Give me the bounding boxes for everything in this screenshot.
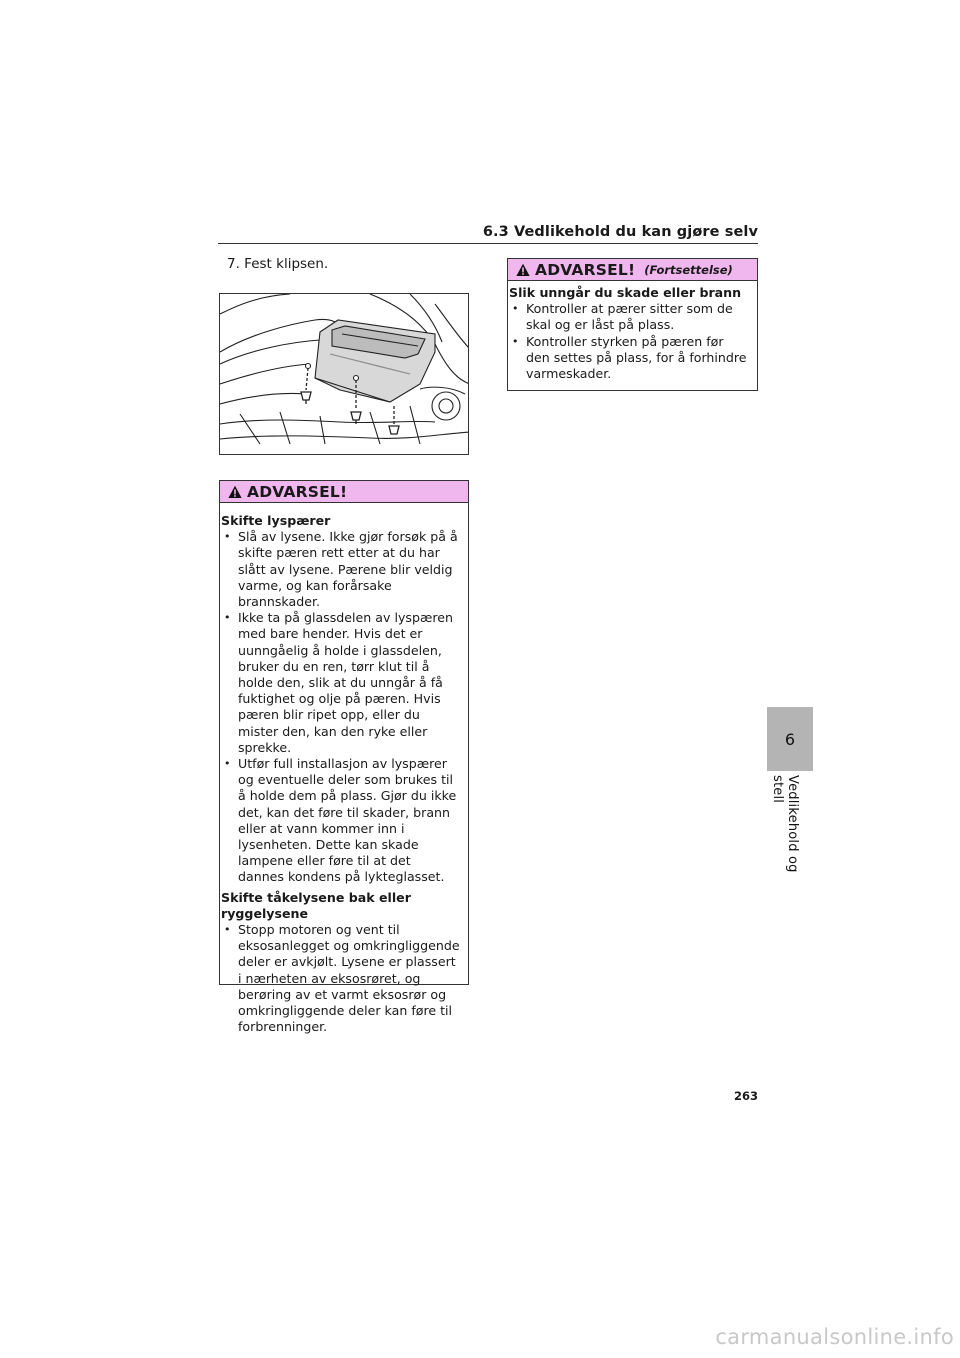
step-text: 7. Fest klipsen. xyxy=(227,256,329,272)
bullet-list xyxy=(221,529,460,885)
warning-continued-label: (Fortsettelse) xyxy=(644,262,733,277)
warning-body xyxy=(508,281,757,392)
chapter-number: 6 xyxy=(784,729,796,749)
list-item: • Stopp motoren og vent til eksosanlegget og omkringliggende deler er avkjølt. Lysene er plassert i nærheten av eksosrøret, og berøring av et varmt eksosrør og omkringliggende deler kan føre til forbrenninger. xyxy=(221,922,460,1035)
warning-box-right xyxy=(507,258,758,391)
section-title: Slik unngår du skade eller brann xyxy=(509,285,742,300)
warning-header xyxy=(508,259,757,281)
page-number: 263 xyxy=(733,1089,758,1103)
warning-heading: ADVARSEL! xyxy=(535,260,636,279)
header-rule xyxy=(218,243,758,244)
list-item: • Kontroller styrken på pæren før den settes på plass, for å forhindre varmeskader. xyxy=(509,334,749,383)
chapter-name: Vedlikehold og stell xyxy=(770,775,800,873)
warning-body xyxy=(220,503,468,1046)
warning-triangle-icon xyxy=(516,263,530,277)
watermark: carmanualsonline.info xyxy=(715,1325,954,1349)
list-item: • Utfør full installasjon av lyspærer og eventuelle deler som brukes til å holde dem på plass. Gjør du ikke det, kan det føre til skader, brann eller at vann kommer inn i lysenheten. Dette kan skade lampene eller føre til at det dannes kondens på lykteglasset. xyxy=(221,756,460,886)
list-item: • Kontroller at pærer sitter som de skal og er låst på plass. xyxy=(509,301,749,333)
warning-header xyxy=(220,481,468,503)
section-title: Skifte tåkelysene bak eller ryggelysene xyxy=(221,889,411,921)
warning-box-left xyxy=(219,480,469,1035)
illustration-rear-bumper-clips xyxy=(219,293,469,455)
chapter-tab xyxy=(767,707,813,771)
warning-heading: ADVARSEL! xyxy=(247,482,348,501)
warning-triangle-icon xyxy=(228,485,242,499)
section-title: Skifte lyspærer xyxy=(221,513,331,528)
list-item: • Slå av lysene. Ikke gjør forsøk på å skifte pæren rett etter at du har slått av lysene. Pærene blir veldig varme, og kan forårsake brannskader. xyxy=(221,529,460,610)
bullet-list xyxy=(221,922,460,1035)
bullet-list xyxy=(509,301,749,382)
section-header-title: 6.3 Vedlikehold du kan gjøre selv xyxy=(482,224,758,240)
list-item: • Ikke ta på glassdelen av lyspæren med bare hender. Hvis det er uunngåelig å holde i glassdelen, bruker du en ren, tørr klut til å holde den, slik at du unngår å få fuktighet og olje på pæren. Hvis pæren blir ripet opp, eller du mister den, kan den ryke eller sprekke. xyxy=(221,610,460,756)
